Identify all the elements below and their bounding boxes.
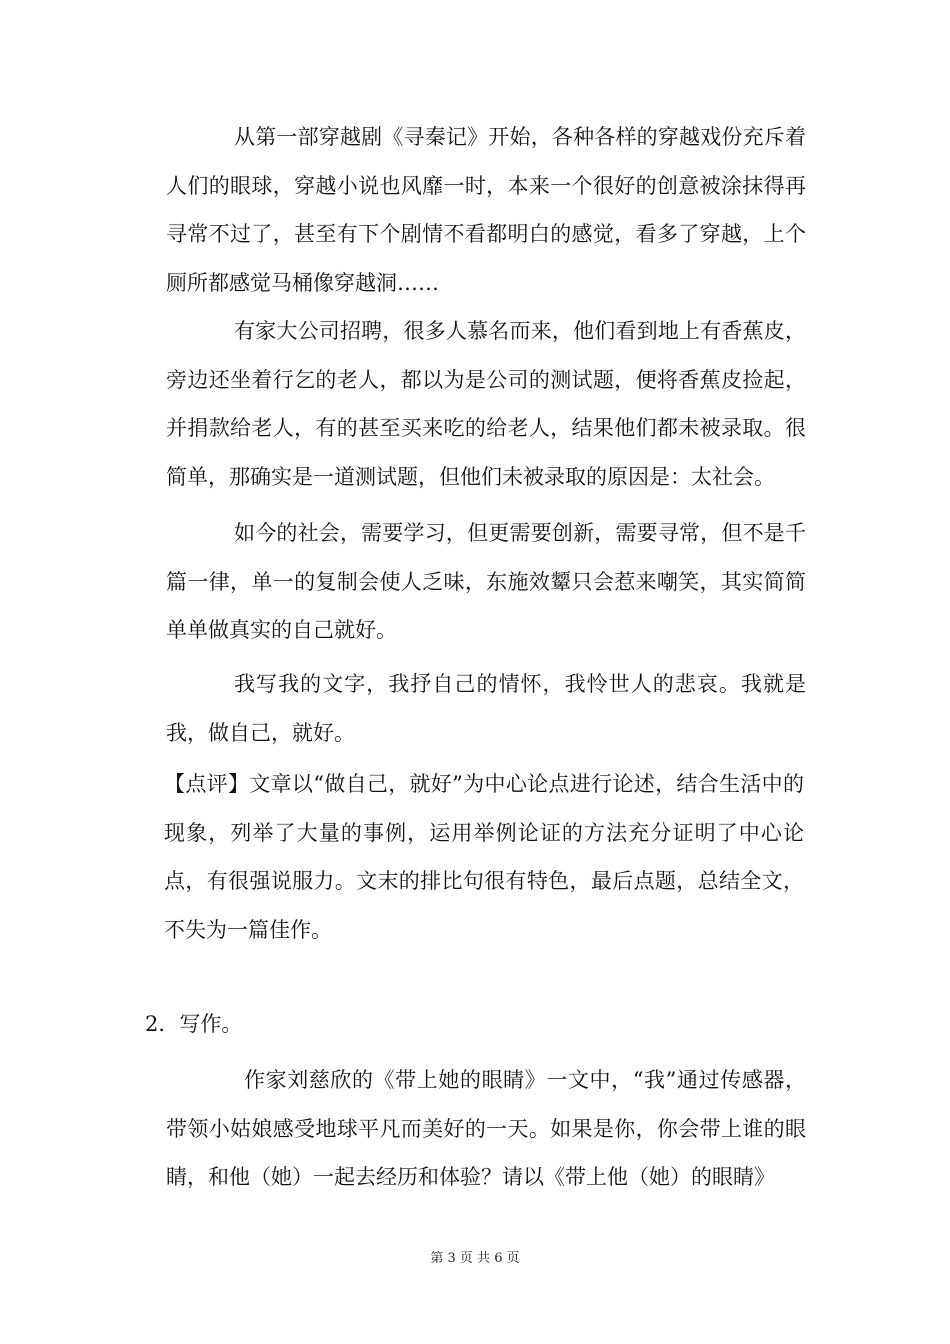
essay-paragraph-1: 从第一部穿越剧《寻秦记》开始，各种各样的穿越戏份充斥着人们的眼球，穿越小说也风靡一时，本来一个很好的创意被涂抹得再寻常不过了，甚至有下个剧情不看都明白的感觉，看多了穿越，上个厕所都感觉马桶像穿越洞…… <box>166 125 806 295</box>
question-number: 2． <box>145 1012 180 1036</box>
question-heading <box>145 1008 242 1040</box>
question-prompt: 作家刘慈欣的《带上她的眼睛》一文中，“我”通过传感器，带领小姑娘感受地球平凡而美好的一天。如果是你，你会带上谁的眼睛，和他（她）一起去经历和体验？请以《带上他（她）的眼睛》 <box>166 1068 806 1189</box>
essay-paragraph-4: 我写我的文字，我抒自己的情怀，我怜世人的悲哀。我就是我，做自己，就好。 <box>166 672 806 745</box>
page-number: 第 3 页 共 6 页 <box>430 1251 520 1266</box>
review-comment: 【点评】文章以“做自己，就好”为中心论点进行论述，结合生活中的现象，列举了大量的事例，运用举例论证的方法充分证明了中心论点，有很强说服力。文末的排比句很有特色，最后点题，总结全文，不失为一篇佳作。 <box>164 772 804 942</box>
essay-paragraph-2: 有家大公司招聘，很多人慕名而来，他们看到地上有香蕉皮，旁边还坐着行乞的老人，都以为是公司的测试题，便将香蕉皮捡起，并捐款给老人，有的甚至买来吃的给老人，结果他们都未被录取。很简单，那确实是一道测试题，但他们未被录取的原因是：太社会。 <box>166 319 806 489</box>
essay-paragraph-3: 如今的社会，需要学习，但更需要创新，需要寻常，但不是千篇一律，单一的复制会使人乏味，东施效颦只会惹来嘲笑，其实简简单单做真实的自己就好。 <box>166 521 806 642</box>
question-title: 写作。 <box>179 1012 243 1036</box>
